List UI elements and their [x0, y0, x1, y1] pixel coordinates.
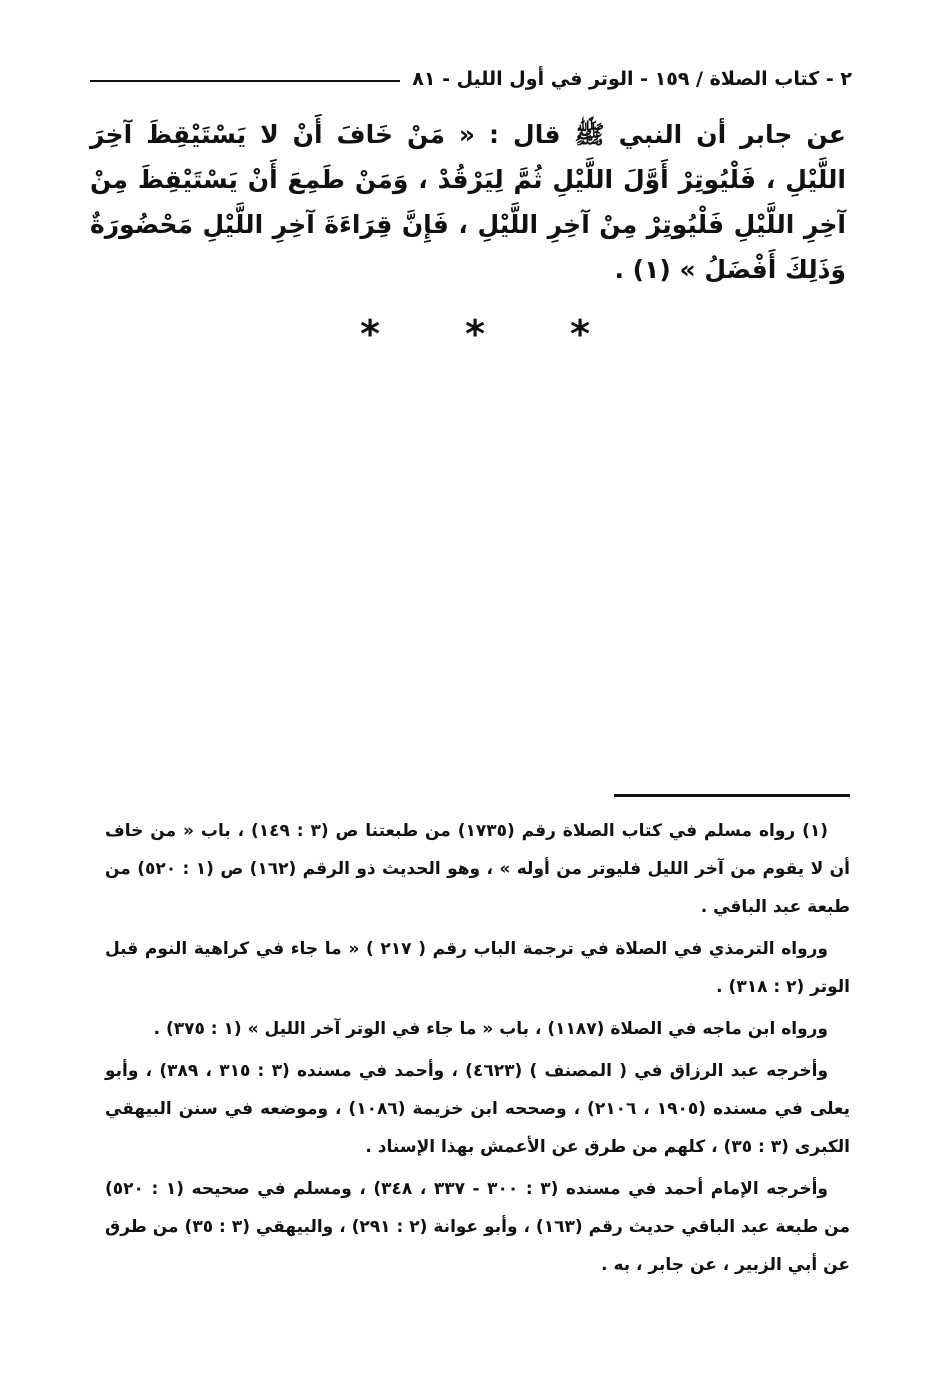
footnote-paragraph: (١) رواه مسلم في كتاب الصلاة رقم (١٧٣٥) من طبعتنا ص (٣ : ١٤٩) ، باب « من خاف أن لا يقوم من آخر الليل فليوتر من أوله » ، وهو الحديث ذو الرقم (١٦٢) ص (١ : ٥٢٠) من طبعة عبد الباقي .: [105, 821, 850, 917]
footnote-paragraph: ورواه ابن ماجه في الصلاة (١١٨٧) ، باب « ما جاء في الوتر آخر الليل » (١ : ٣٧٥) .: [153, 1019, 828, 1039]
footnote-paragraph: ورواه الترمذي في الصلاة في ترجمة الباب رقم ( ٢١٧ ) « ما جاء في كراهية النوم قبل الوتر (٢ : ٣١٨) .: [105, 939, 850, 997]
separator-star: *: [360, 312, 380, 356]
header-rule: [90, 80, 400, 82]
footnotes: [105, 812, 850, 1288]
running-title: ٢ - كتاب الصلاة / ١٥٩ - الوتر في أول الليل - ٨١: [412, 68, 852, 90]
footnote-rule: [614, 794, 850, 797]
section-separator: [340, 312, 610, 356]
running-header: [90, 62, 852, 96]
footnote-paragraph: وأخرجه الإمام أحمد في مسنده (٣ : ٣٠٠ - ٣٣٧ ، ٣٤٨) ، ومسلم في صحيحه (١ : ٥٢٠) من طبعة عبد الباقي حديث رقم (١٦٣) ، وأبو عوانة (٢ : ٢٩١) ، والبيهقي (٣ : ٣٥) من طرق عن أبي الزبير ، عن جابر ، به .: [105, 1179, 850, 1275]
separator-star: *: [465, 312, 485, 356]
hadith-text: عن جابر أن النبي ﷺ قال : « مَنْ خَافَ أَنْ لا يَسْتَيْقِظَ آخِرَ اللَّيْلِ ، فَلْيُوتِرْ أَوَّلَ اللَّيْلِ ثُمَّ لِيَرْقُدْ ، وَمَنْ طَمِعَ أَنْ يَسْتَيْقِظَ مِنْ آخِرِ اللَّيْلِ فَلْيُوتِرْ مِنْ آخِرِ اللَّيْلِ ، فَإِنَّ قِرَاءَةَ آخِرِ اللَّيْلِ مَحْضُورَةٌ وَذَلِكَ أَفْضَلُ » (١) .: [90, 120, 846, 284]
separator-star: *: [570, 312, 590, 356]
footnote-paragraph: وأخرجه عبد الرزاق في ( المصنف ) (٤٦٢٣) ، وأحمد في مسنده (٣ : ٣١٥ ، ٣٨٩) ، وأبو يعلى في مسنده (١٩٠٥ ، ٢١٠٦) ، وصححه ابن خزيمة (١٠٨٦) ، وموضعه في سنن البيهقي الكبرى (٣ : ٣٥) ، كلهم من طرق عن الأعمش بهذا الإسناد .: [105, 1061, 851, 1157]
